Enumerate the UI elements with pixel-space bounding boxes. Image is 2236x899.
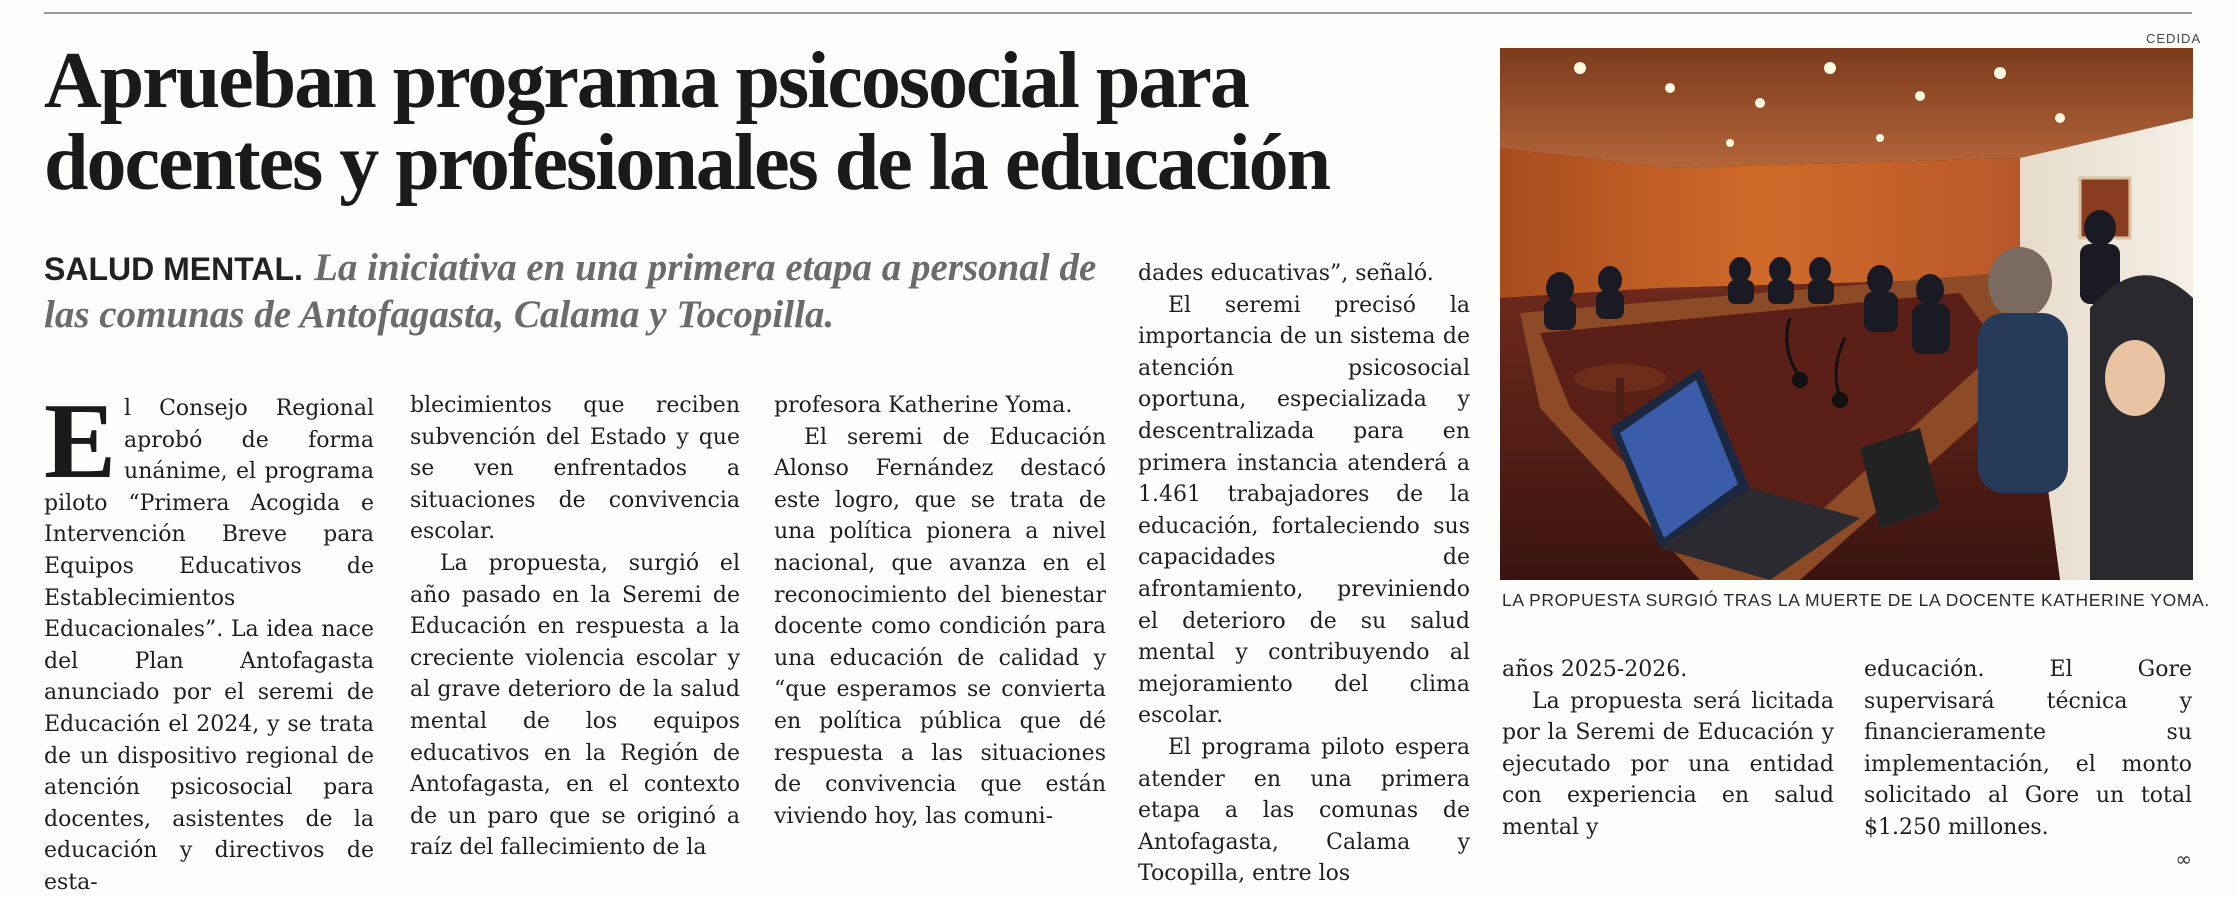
body-paragraph: El seremi precisó la importancia de un sistema de atención psicosocial oportuna, especializada y descentralizada para en primera instancia atenderá a 1.461 trabajadores de la educación, fortaleciendo sus capacidades de afrontamiento, previniendo el deterioro de su salud mental y contribuyendo al mejoramiento del clima escolar.	[1138, 292, 1470, 729]
body-paragraph	[1864, 654, 2192, 844]
body-paragraph: La propuesta será licitada por la Seremi de Educación y ejecutado por una entidad con experiencia en salud mental y	[1502, 688, 1834, 840]
body-paragraph: dades educativas”, señaló.	[1138, 261, 1434, 286]
body-paragraph: La propuesta, surgió el año pasado en la Seremi de Educación en respuesta a la creciente violencia escolar y al grave deterioro de la salud mental de los equipos educativos en la Región de Antofagasta, en el contexto de un paro que se originó a raíz del fallecimiento de la	[410, 550, 740, 861]
top-rule	[44, 12, 2192, 14]
body-paragraph: blecimientos que reciben subvención del Estado y que se ven enfrentados a situaciones de convivencia escolar.	[410, 393, 740, 545]
meeting-room-illustration	[1500, 48, 2193, 580]
article-column-1	[44, 382, 374, 899]
body-paragraph: profesora Katherine Yoma.	[774, 393, 1073, 418]
body-paragraph: años 2025-2026.	[1502, 657, 1688, 682]
body-text: educación. El Gore supervisará técnica y financieramente su implementación, el monto solicitado al Gore un total $1.250 millones.	[1864, 657, 2192, 840]
article-column-2	[410, 390, 740, 864]
article-column-6	[1864, 654, 2192, 875]
body-paragraph: El seremi de Educación Alonso Fernández destacó este logro, que se trata de una política pionera a nivel nacional, que avanza en el reconocimiento del bienestar docente como condición para una educación de calidad y “que esperamos se convierta en política pública que dé respuesta a las situaciones de convivencia que están viviendo hoy, las comuni-	[774, 424, 1106, 829]
article-column-5	[1502, 654, 1834, 844]
kicker-label: SALUD MENTAL.	[44, 251, 303, 287]
article-deck	[44, 245, 1124, 339]
lead-text: La iniciativa en una primera etapa a personal de las comunas de Antofagasta, Calama y Tocopilla.	[44, 246, 1097, 336]
photo-credit: CEDIDA	[2146, 31, 2202, 46]
end-of-article-mark-icon: ∞	[2175, 846, 2192, 871]
drop-cap: E	[44, 382, 117, 501]
article-column-4	[1138, 258, 1470, 890]
article-headline: Aprueban programa psicosocial para docentes y profesionales de la educación	[44, 37, 1330, 207]
meeting-photo	[1500, 48, 2193, 580]
article-column-3	[774, 390, 1106, 832]
body-paragraph: El programa piloto espera atender en una primera etapa a las comunas de Antofagasta, Calama y Tocopilla, entre los	[1138, 734, 1470, 887]
photo-caption: LA PROPUESTA SURGIÓ TRAS LA MUERTE DE LA DOCENTE KATHERINE YOMA.	[1502, 590, 2210, 610]
body-paragraph: l Consejo Regional aprobó de forma unánime, el programa piloto “Primera Acogida e Intervención Breve para Equipos Educativos de Establecimientos Educacionales”. La idea nace del Plan Antofagasta anunciado por el seremi de Educación el 2024, y se trata de un dispositivo regional de atención psicosocial para docentes, asistentes de la educación y directivos de esta-	[44, 396, 374, 895]
